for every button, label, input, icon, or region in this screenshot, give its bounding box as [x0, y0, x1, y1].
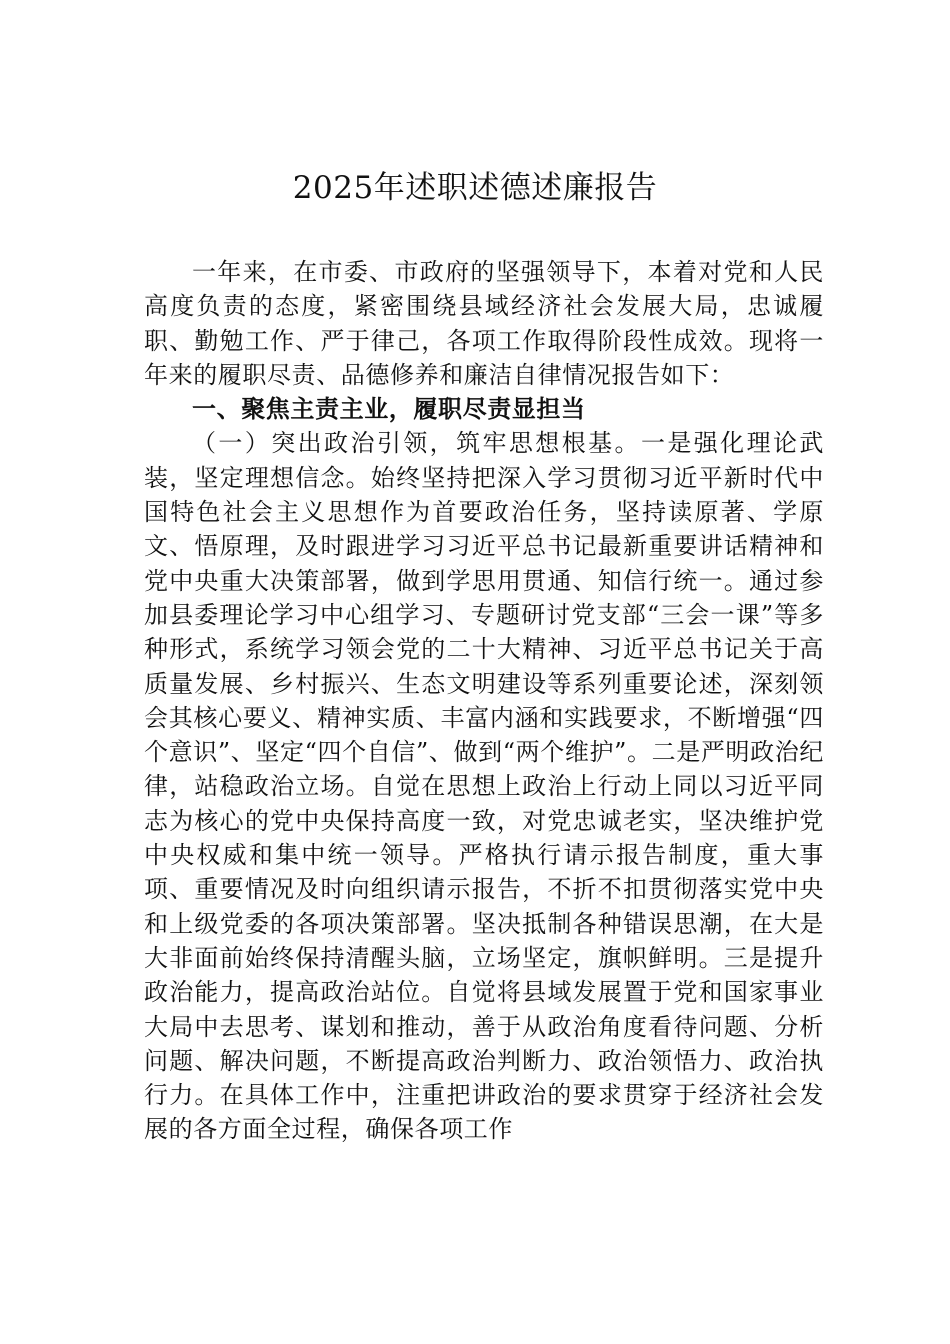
document-title: 2025年述职述德述廉报告 [292, 170, 658, 206]
intro-paragraph: 一年来，在市委、市政府的坚强领导下，本着对党和人民高度负责的态度，紧密围绕县域经济社会发展大局，忠诚履职、勤勉工作、严于律己，各项工作取得阶段性成效。现将一年来的履职尽责、品德修养和廉洁自律情况报告如下： [144, 258, 824, 389]
section-heading: 一、聚焦主责主业，履职尽责显担当 [192, 394, 586, 424]
document-body [144, 255, 824, 1147]
subsection-paragraph: （一）突出政治引领，筑牢思想根基。一是强化理论武装，坚定理想信念。始终坚持把深入学习贯彻习近平新时代中国特色社会主义思想作为首要政治任务，坚持读原著、学原文、悟原理，及时跟进学习习近平总书记最新重要讲话精神和党中央重大决策部署，做到学思用贯通、知信行统一。通过参加县委理论学习中心组学习、专题研讨党支部“三会一课”等多种形式，系统学习领会党的二十大精神、习近平总书记关于高质量发展、乡村振兴、生态文明建设等系列重要论述，深刻领会其核心要义、精神实质、丰富内涵和实践要求，不断增强“四个意识”、坚定“四个自信”、做到“两个维护”。二是严明政治纪律，站稳政治立场。自觉在思想上政治上行动上同以习近平同志为核心的党中央保持高度一致，对党忠诚老实，坚决维护党中央权威和集中统一领导。严格执行请示报告制度，重大事项、重要情况及时向组织请示报告，不折不扣贯彻落实党中央和上级党委的各项决策部署。坚决抵制各种错误思潮，在大是大非面前始终保持清醒头脑，立场坚定，旗帜鲜明。三是提升政治能力，提高政治站位。自觉将县域发展置于党和国家事业大局中去思考、谋划和推动，善于从政治角度看待问题、分析问题、解决问题，不断提高政治判断力、政治领悟力、政治执行力。在具体工作中，注重把讲政治的要求贯穿于经济社会发展的各方面全过程，确保各项工作 [144, 429, 824, 1144]
